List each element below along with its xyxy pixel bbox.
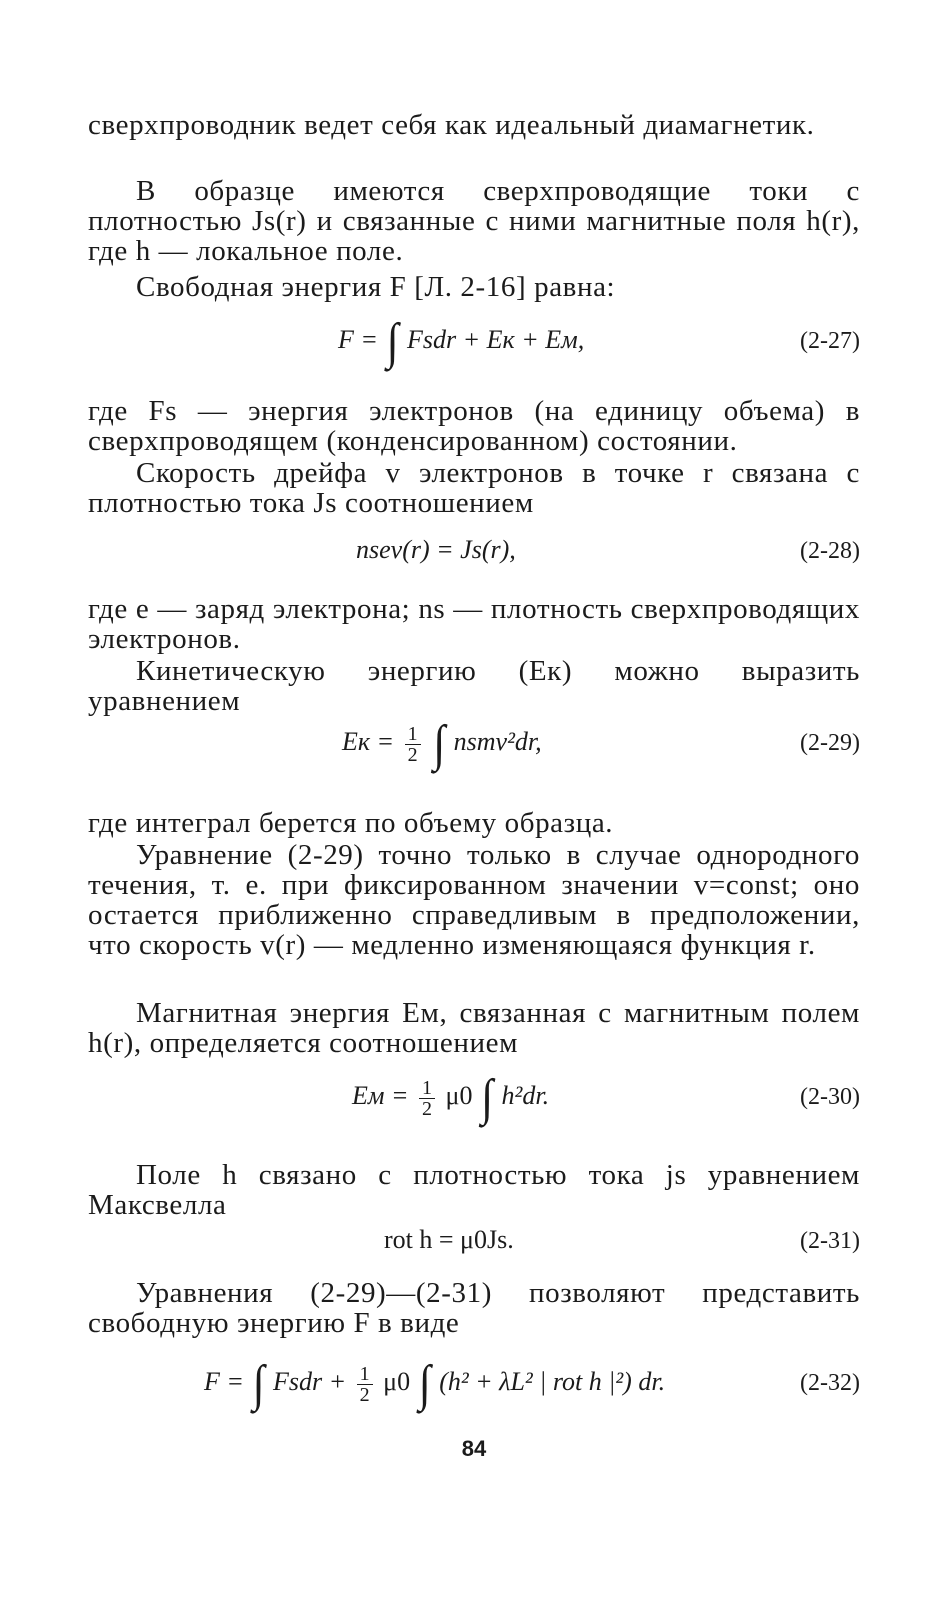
eq27-integrand: Fsdr + Eк + Eм, xyxy=(407,325,585,354)
paragraph-2: В образце имеются сверхпроводящие токи с плотностью Js(r) и связанные с ними магнитные поля h(r), где h — локальное поле. xyxy=(88,175,860,267)
eq29-left: Eк = xyxy=(342,727,395,756)
paragraph-8: где интеграл берется по объему образца. xyxy=(88,807,614,839)
equation-2-30 xyxy=(88,1069,860,1146)
eq29-frac-num: 1 xyxy=(405,724,421,745)
eq32-integrand: (h² + λL² | rot h |²) dr. xyxy=(439,1367,666,1396)
eq30-left: Eм = xyxy=(352,1081,409,1110)
equation-2-27 xyxy=(88,313,860,390)
eq30-fraction xyxy=(419,1078,435,1119)
paragraph-3: Свободная энергия F [Л. 2-16] равна: xyxy=(136,271,616,303)
integral-icon: ∫ xyxy=(480,1069,494,1126)
integral-icon: ∫ xyxy=(418,1355,431,1412)
book-page xyxy=(88,110,860,1530)
eq29-frac-den: 2 xyxy=(407,743,418,766)
equation-number-2-28: (2-28) xyxy=(800,538,860,564)
eq32-frac-num: 1 xyxy=(357,1364,373,1385)
equation-number-2-32: (2-32) xyxy=(800,1370,860,1396)
eq27-left: F = xyxy=(338,325,378,354)
paragraph-6: где e — заряд электрона; ns — плотность сверхпроводящих электронов. xyxy=(88,593,860,655)
paragraph-4: где Fs — энергия электронов (на единицу объема) в сверхпроводящем (конденсированном) состоянии. xyxy=(88,395,860,457)
eq32-mu: μ0 xyxy=(383,1367,411,1396)
equation-2-29 xyxy=(88,715,860,792)
integral-icon: ∫ xyxy=(252,1355,265,1412)
eq32-left: F = xyxy=(204,1367,244,1396)
eq30-frac-num: 1 xyxy=(419,1078,435,1099)
equation-number-2-29: (2-29) xyxy=(800,730,860,756)
equation-2-32 xyxy=(88,1355,860,1432)
eq29-fraction xyxy=(405,724,421,765)
equation-number-2-31: (2-31) xyxy=(800,1228,860,1254)
eq29-integrand: nsmv²dr, xyxy=(453,727,542,756)
eq31-body: rot h = μ0Js. xyxy=(384,1225,514,1254)
eq32-fraction xyxy=(357,1364,373,1405)
paragraph-12: Уравнения (2-29)—(2-31) позволяют представить свободную энергию F в виде xyxy=(88,1277,860,1339)
integral-icon: ∫ xyxy=(433,715,446,772)
eq30-integrand: h²dr. xyxy=(501,1081,550,1110)
eq28-body: nsev(r) = Js(r), xyxy=(356,535,516,564)
page-number: 84 xyxy=(461,1436,487,1461)
equation-2-28 xyxy=(88,530,860,600)
paragraph-11: Поле h связано с плотностью тока js уравнением Максвелла xyxy=(88,1159,860,1221)
paragraph-5: Скорость дрейфа v электронов в точке r связана с плотностью тока Js соотношением xyxy=(88,457,860,519)
eq32-frac-den: 2 xyxy=(359,1383,370,1406)
integral-icon: ∫ xyxy=(386,313,399,370)
equation-number-2-27: (2-27) xyxy=(800,328,860,354)
paragraph-9: Уравнение (2-29) точно только в случае однородного течения, т. е. при фиксированном значении v=const; оно остается приближенно справедливым в предположении, что скорость v(r) — медленно изменяющаяся функция r. xyxy=(88,839,860,961)
equation-number-2-30: (2-30) xyxy=(800,1084,860,1110)
eq32-term1: Fsdr + xyxy=(273,1367,347,1396)
eq30-mu: μ0 xyxy=(445,1081,473,1110)
paragraph-10: Магнитная энергия Eм, связанная с магнитным полем h(r), определяется соотношением xyxy=(88,997,860,1059)
paragraph-7: Кинетическую энергию (Eк) можно выразить уравнением xyxy=(88,655,860,717)
paragraph-1: сверхпроводник ведет себя как идеальный диамагнетик. xyxy=(88,109,815,141)
eq30-frac-den: 2 xyxy=(422,1097,433,1120)
